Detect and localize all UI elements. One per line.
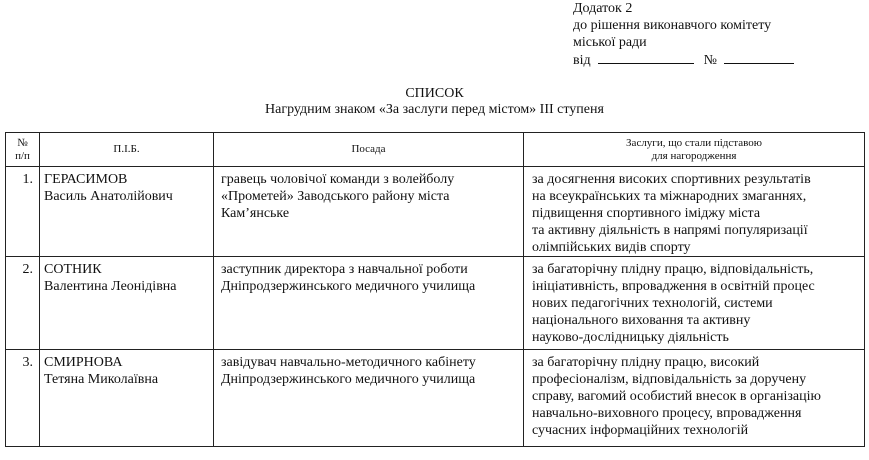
appendix-block	[573, 0, 794, 69]
appendix-line3: міської ради	[573, 35, 647, 50]
row-merit: за багаторічну плідну працю, відповідальність, ініціативність, впровадження в освітній процес нових педагогічних технологій, системи національного виховання та активну науково-дослідницьку діяльність	[524, 257, 865, 350]
row-name: СОТНИК Валентина Леонідівна	[40, 257, 214, 350]
row-name: ГЕРАСИМОВ Василь Анатолійович	[40, 167, 214, 257]
row-position: гравець чоловічої команди з волейболу «Прометей» Заводського району міста Кам’янське	[214, 167, 524, 257]
row-number: 3.	[6, 350, 40, 447]
row-number: 2.	[6, 257, 40, 350]
appendix-line1: Додаток 2	[573, 1, 633, 16]
row-number: 1.	[6, 167, 40, 257]
date-blank	[598, 51, 694, 64]
header-merit: Заслуги, що стали підставою для нагородження	[524, 133, 865, 167]
table-row	[6, 350, 865, 447]
header-num: № п/п	[6, 133, 40, 167]
header-position: Посада	[214, 133, 524, 167]
appendix-line2: до рішення виконавчого комітету	[573, 18, 772, 33]
appendix-date-line	[573, 51, 794, 69]
date-label: від	[573, 53, 591, 68]
row-name: СМИРНОВА Тетяна Миколаївна	[40, 350, 214, 447]
row-position: завідувач навчально-методичного кабінету Дніпродзержинського медичного училища	[214, 350, 524, 447]
number-label: №	[703, 53, 717, 68]
number-blank	[724, 51, 794, 64]
row-merit: за досягнення високих спортивних результатів на всеукраїнських та міжнародних змаганнях, підвищення спортивного іміджу міста та активну діяльність в напрямі популяризації олімпійських видів спорту	[524, 167, 865, 257]
list-subtitle: Нагрудним знаком «За заслуги перед містом» ІІІ ступеня	[265, 102, 604, 117]
header-name: П.І.Б.	[40, 133, 214, 167]
table-header-row	[6, 133, 865, 167]
table-row	[6, 167, 865, 257]
row-merit: за багаторічну плідну працю, високий професіоналізм, відповідальність за доручену справу, вагомий особистий внесок в організацію навчально-виховного процесу, впровадження сучасних інформаційних технологій	[524, 350, 865, 447]
list-title: СПИСОК	[405, 86, 464, 101]
table-row	[6, 257, 865, 350]
row-position: заступник директора з навчальної роботи Дніпродзержинського медичного училища	[214, 257, 524, 350]
awards-table	[5, 132, 865, 447]
